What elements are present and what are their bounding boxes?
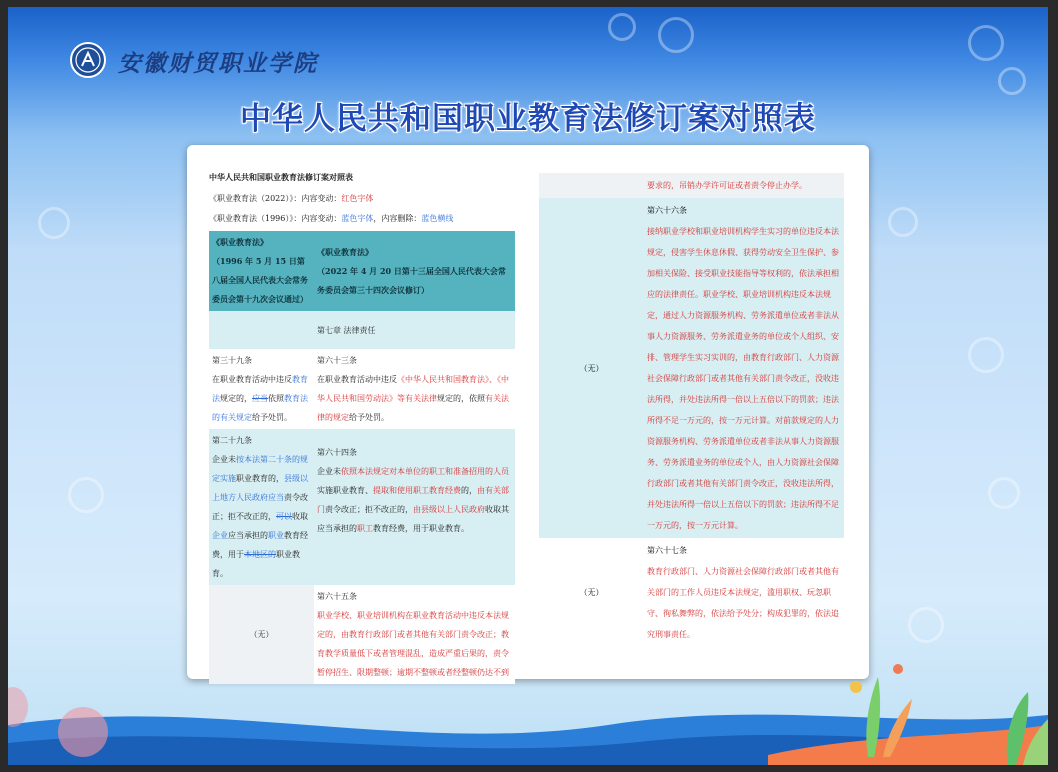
cell-2022-article-65 xyxy=(314,585,515,684)
comparison-table-continued xyxy=(539,173,844,647)
chapter-title: 第七章 法律责任 xyxy=(314,311,515,349)
changed-text: 职工 xyxy=(357,524,373,533)
text-span: 收取 xyxy=(292,512,308,521)
text-span: 规定的， xyxy=(220,394,252,403)
bubble-decoration xyxy=(58,707,108,757)
deleted-text: 应当 xyxy=(252,394,268,403)
legend-1996-blue: 蓝色字体 xyxy=(341,214,374,223)
article-number: 第六十五条 xyxy=(317,592,357,601)
legend-1996-text: 《职业教育法（1996）》：内容变动： xyxy=(209,214,342,223)
swirl-decoration xyxy=(888,207,918,237)
text-span: 企业未 xyxy=(212,455,236,464)
swirl-decoration xyxy=(968,25,1004,61)
legend-1996-strike: 蓝色横线 xyxy=(421,214,454,223)
legend-1996 xyxy=(209,209,515,229)
text-span: 规定的，依照 xyxy=(437,394,485,403)
slide-title: 中华人民共和国职业教育法修订案对照表 xyxy=(240,101,816,137)
header-2022-subtitle: （2022 年 4 月 20 日第十三届全国人民代表大会常务委员会第三十四次会议修订） xyxy=(317,265,506,295)
text-span: 责令改正；拒不改正的， xyxy=(325,505,413,514)
changed-text: 要求的，吊销办学许可证或者责令停止办学。 xyxy=(644,173,844,198)
changed-text: 由县级以上人民政府 xyxy=(413,505,485,514)
article-number: 第六十七条 xyxy=(647,546,687,555)
slide-background xyxy=(8,7,1048,765)
cell-1996-article-39 xyxy=(209,349,314,429)
header-1996-title: 《职业教育法》 xyxy=(212,237,268,247)
changed-text: 依照本法规定对本单位的职工和准备招用的人员 xyxy=(341,467,509,476)
text-span: 依照 xyxy=(268,394,284,403)
document-left-column xyxy=(209,165,515,684)
swirl-decoration xyxy=(998,67,1026,95)
text-span: 在职业教育活动中违反 xyxy=(212,375,292,384)
text-span: 企业未 xyxy=(317,467,341,476)
swirl-decoration xyxy=(608,13,636,41)
cell-2022-article-66 xyxy=(644,198,844,538)
text-span: 实施职业教育、 xyxy=(317,486,373,495)
header-1996-subtitle: （1996 年 5 月 15 日第八届全国人民代表大会常务委员会第十九次会议通过） xyxy=(212,256,308,304)
changed-text: 由有关部门 xyxy=(317,486,509,514)
text-span: 收取其应当承担的 xyxy=(317,505,509,533)
table-row xyxy=(539,173,844,198)
changed-text: 教育法 xyxy=(212,375,308,403)
cell-2022-article-64 xyxy=(314,429,515,585)
cell-2022-article-67 xyxy=(644,538,844,647)
text-span: 职业教育。 xyxy=(212,550,300,578)
swirl-decoration xyxy=(968,337,1004,373)
cell-1996-none: （无） xyxy=(539,538,644,647)
legend-2022 xyxy=(209,189,515,209)
changed-text: 有关法律的规定 xyxy=(317,394,509,422)
cell-1996-none: （无） xyxy=(539,198,644,538)
swirl-decoration xyxy=(908,607,944,643)
article-number: 第六十三条 xyxy=(317,356,357,365)
table-row xyxy=(209,429,515,585)
header-2022 xyxy=(314,231,515,311)
legend-2022-red: 红色字体 xyxy=(341,194,374,203)
document-title: 中华人民共和国职业教育法修订案对照表 xyxy=(209,172,353,182)
table-header-row xyxy=(209,231,515,311)
text-span: 在职业教育活动中违反 xyxy=(317,375,397,384)
deleted-text: 可以 xyxy=(276,512,292,521)
cell-1996-article-29 xyxy=(209,429,314,585)
cell-1996-none: （无） xyxy=(209,585,314,684)
document-right-column xyxy=(539,173,844,647)
text-span: 职业教育的， xyxy=(236,474,284,483)
changed-text: 职业学校、职业培训机构在职业教育活动中违反本法规定的，由教育行政部门或者其他有关部门责令改正；教育教学质量低下或者管理混乱，造成严重后果的，责令暂停招生、限期整顿；逾期不整顿或者经整顿仍达不到 xyxy=(317,611,509,677)
cell-2022-article-63 xyxy=(314,349,515,429)
plant-decoration-icon xyxy=(808,647,1048,765)
header-2022-title: 《职业教育法》 xyxy=(317,246,373,257)
table-row-chapter xyxy=(209,311,515,349)
changed-text: 教育法的有关规定 xyxy=(212,394,308,422)
changed-text: 《中华人民共和国教育法》、《中华人民共和国劳动法》等有关法律 xyxy=(317,375,509,403)
swirl-decoration xyxy=(988,477,1020,509)
changed-text: 职业 xyxy=(268,531,284,540)
text-span: 教育经费，用于 xyxy=(212,531,308,559)
header-1996 xyxy=(209,231,314,311)
changed-text: 按本法第二十条的规定实施 xyxy=(212,455,308,483)
text-span: 的， xyxy=(461,486,477,495)
legend-1996-mid: ，内容删除： xyxy=(373,214,422,223)
school-name: 安徽财贸职业学院 xyxy=(118,50,318,77)
table-row xyxy=(539,538,844,647)
text-span: 给予处罚。 xyxy=(252,413,292,422)
changed-text: 企业 xyxy=(212,531,228,540)
legend-2022-text: 《职业教育法（2022）》：内容变动： xyxy=(209,194,342,203)
swirl-decoration xyxy=(658,17,694,53)
changed-text: 提取和使用职工教育经费 xyxy=(373,486,461,495)
school-logo-icon xyxy=(70,42,106,78)
article-number: 第六十六条 xyxy=(647,206,687,215)
text-span: 教育经费，用于职业教育。 xyxy=(373,524,469,533)
comparison-table xyxy=(209,231,515,684)
article-number: 第二十九条 xyxy=(212,436,252,445)
deleted-text: 本地区的 xyxy=(244,550,276,559)
document-card xyxy=(187,145,869,679)
changed-text: 县级以上地方人民政府应当 xyxy=(212,474,308,502)
text-span: 应当承担的 xyxy=(228,531,268,540)
table-row xyxy=(209,585,515,684)
changed-text: 接纳职业学校和职业培训机构学生实习的单位违反本法规定，侵害学生休息休假、获得劳动安全卫生保护、参加相关保险、接受职业技能指导等权利的，依法承担相应的法律责任。职业学校、职业培训机构违反本法规定，通过人力资源服务机构、劳务派遣单位或者非法从事人力资源服务、劳务派遣业务的单位或个人组织、安排、管理学生实习实训的，由教育行政部门、人力资源社会保障行政部门或者其他有关部门责令改正，没收违法所得，并处违法所得一倍以上五倍以下的罚款；违法所得不足一万元的，按一万元计算。对前款规定的人力资源服务机构、劳务派遣单位或者非法从事人力资源服务、劳务派遣业务的单位或个人，由人力资源社会保障行政部门或者其他有关部门责令改正，没收违法所得，并处违法所得一倍以上五倍以下的罚款；违法所得不足一万元的，按一万元计算。 xyxy=(647,227,839,530)
table-row xyxy=(539,198,844,538)
article-number: 第三十九条 xyxy=(212,356,252,365)
text-span: 责令改正；拒不改正的， xyxy=(212,493,308,521)
changed-text: 教育行政部门、人力资源社会保障行政部门或者其他有关部门的工作人员违反本法规定，滥用职权、玩忽职守、徇私舞弊的，依法给予处分；构成犯罪的，依法追究刑事责任。 xyxy=(647,567,839,639)
cell-1996-empty xyxy=(539,173,644,198)
table-row xyxy=(209,349,515,429)
swirl-decoration xyxy=(68,477,104,513)
swirl-decoration xyxy=(38,207,70,239)
article-number: 第六十四条 xyxy=(317,448,357,457)
text-span: 给予处罚。 xyxy=(349,413,389,422)
chapter-left-cell xyxy=(209,311,314,349)
